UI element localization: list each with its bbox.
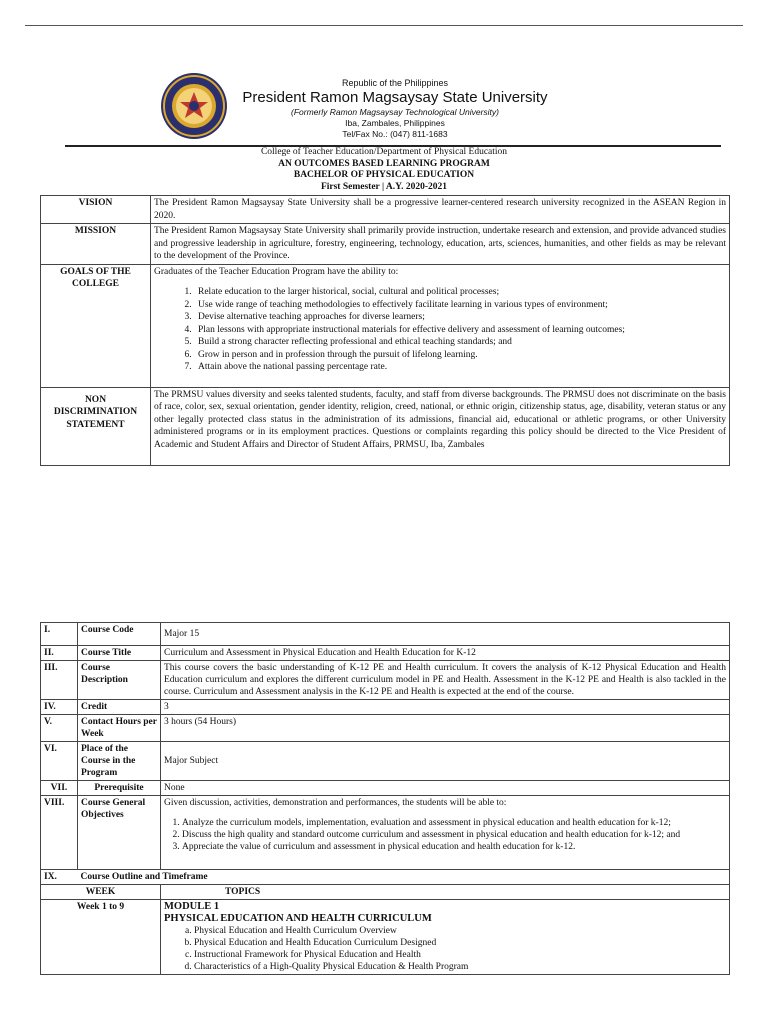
list-item: 3. Appreciate the value of curriculum and assessment in physical education and health education for k-12. <box>182 841 726 853</box>
vision-text: The President Ramon Magsaysay State University shall be a progressive learner-centered research university recognized in the ASEAN Region in 2020. <box>151 196 730 224</box>
nondiscrimination-text: The PRMSU values diversity and seeks talented students, faculty, and staff from diverse backgrounds. The PRMSU does not discriminate on the basis of race, color, sex, sexual orientation, gender identity, religion, creed, national, or ethnic origin, citizenship status, age, disability, veteran status or any other legally protected class status in the administration of its admissions, financial aid, educational or athletic programs, or other University administered programs or in its employment practices. Questions or complaints regarding this policy should be directed to the Vice President of Academic and Student Affairs and Director of Student Affairs, PRMSU, Iba, Zambales <box>151 387 730 466</box>
table-row <box>41 715 730 742</box>
objectives-list <box>164 817 726 853</box>
list-item: 5. Build a strong character reflecting professional and ethical teaching standards; and <box>194 336 726 349</box>
list-item: 7. Attain above the national passing percentage rate. <box>194 361 726 374</box>
course-description-num: III. <box>41 661 78 700</box>
prerequisite-num: VII. <box>41 781 78 796</box>
top-rule <box>25 25 743 26</box>
list-item: 3. Devise alternative teaching approaches for diverse learners; <box>194 311 726 324</box>
list-item: d. Characteristics of a High-Quality Physical Education & Health Program <box>194 961 726 973</box>
nondiscrimination-label: NON DISCRIMINATION STATEMENT <box>41 387 151 466</box>
credit-value: 3 <box>161 700 730 715</box>
goals-row <box>41 264 730 387</box>
table-row <box>41 885 730 900</box>
address: Iba, Zambales, Philippines <box>345 118 445 128</box>
vision-label: VISION <box>41 196 151 224</box>
credit-label: Credit <box>78 700 161 715</box>
outline-num: IX. <box>41 870 78 885</box>
degree-title: BACHELOR OF PHYSICAL EDUCATION <box>293 170 475 180</box>
goals-label: GOALS OF THE COLLEGE <box>41 264 151 387</box>
list-item: 2. Discuss the high quality and standard outcome curriculum and assessment in physical education and health education for k-12; and <box>182 829 726 841</box>
vision-mission-table <box>40 195 730 466</box>
former-name: (Formerly Ramon Magsaysay Technological University) <box>290 107 499 117</box>
list-item: c. Instructional Framework for Physical Education and Health <box>194 949 726 961</box>
table-row <box>41 661 730 700</box>
course-code-value: Major 15 <box>161 623 730 646</box>
goals-list <box>154 286 726 374</box>
table-row <box>41 623 730 646</box>
table-row <box>41 900 730 975</box>
list-item: 4. Plan lessons with appropriate instructional materials for effective delivery and assessment of learning outcomes; <box>194 324 726 337</box>
course-description-label: Course Description <box>78 661 161 700</box>
goals-intro: Graduates of the Teacher Education Program have the ability to: <box>154 266 399 277</box>
outline-label: Course Outline and Timeframe <box>78 870 730 885</box>
objectives-label: Course General Objectives <box>78 796 161 870</box>
program-title: AN OUTCOMES BASED LEARNING PROGRAM <box>278 158 490 169</box>
list-item: 6. Grow in person and in profession through the pursuit of lifelong learning. <box>194 349 726 362</box>
table-row <box>41 870 730 885</box>
topics-list <box>164 925 726 973</box>
place-value: Major Subject <box>161 742 730 781</box>
topics-header: TOPICS <box>161 885 730 900</box>
list-item: a. Physical Education and Health Curriculum Overview <box>194 925 726 937</box>
prerequisite-label: Prerequisite <box>78 781 161 796</box>
nondiscrimination-row <box>41 387 730 466</box>
course-title-value: Curriculum and Assessment in Physical Education and Health Education for K-12 <box>161 646 730 661</box>
list-item: 1. Analyze the curriculum models, implementation, evaluation and assessment in physical education and health education for k-12; <box>182 817 726 829</box>
list-item: 1. Relate education to the larger historical, social, cultural and political processes; <box>194 286 726 299</box>
week-value: Week 1 to 9 <box>41 900 161 975</box>
table-row <box>41 781 730 796</box>
table-row <box>41 646 730 661</box>
course-title-label: Course Title <box>78 646 161 661</box>
list-item: b. Physical Education and Health Education Curriculum Designed <box>194 937 726 949</box>
table-row <box>41 742 730 781</box>
table-row <box>41 796 730 870</box>
university-name: President Ramon Magsaysay State University <box>242 89 548 106</box>
contact-hours-value: 3 hours (54 Hours) <box>161 715 730 742</box>
module-title: PHYSICAL EDUCATION AND HEALTH CURRICULUM <box>164 913 432 924</box>
letterhead <box>0 72 768 146</box>
vision-row <box>41 196 730 224</box>
mission-label: MISSION <box>41 224 151 265</box>
prerequisite-value: None <box>161 781 730 796</box>
place-num: VI. <box>41 742 78 781</box>
objectives-intro: Given discussion, activities, demonstration and performances, the students will be able to: <box>164 798 507 808</box>
module-number: MODULE 1 <box>164 901 220 912</box>
mission-row <box>41 224 730 265</box>
telephone: Tel/Fax No.: (047) 811-1683 <box>342 129 448 139</box>
program-heading <box>0 147 768 193</box>
table-row <box>41 700 730 715</box>
week-header: WEEK <box>41 885 161 900</box>
course-title-num: II. <box>41 646 78 661</box>
course-description-value: This course covers the basic understanding of K-12 PE and Health curriculum. It covers the analysis of K-12 Physical Education and Health Education curriculum and explores the different curriculum model in PE and Health. Assessment in the K-12 PE and Health is also tackled in the course. Curriculum and Assessment analysis in the K-12 PE and Health is expected at the end of the course. <box>161 661 730 700</box>
college-name: College of Teacher Education/Department of Physical Education <box>260 147 508 157</box>
course-code-num: I. <box>41 623 78 646</box>
credit-num: IV. <box>41 700 78 715</box>
contact-hours-label: Contact Hours per Week <box>78 715 161 742</box>
semester: First Semester | A.Y. 2020-2021 <box>320 181 448 192</box>
list-item: 2. Use wide range of teaching methodologies to effectively facilitate learning in various types of environment; <box>194 299 726 312</box>
place-label: Place of the Course in the Program <box>78 742 161 781</box>
contact-hours-num: V. <box>41 715 78 742</box>
mission-text: The President Ramon Magsaysay State University shall primarily provide instruction, undertake research and extension, and provide advanced studies and progressive leadership in agriculture, forestry, engineering, technology, education, arts, sciences, humanities, and other fields as may be relevant to the development of the Province. <box>151 224 730 265</box>
objectives-num: VIII. <box>41 796 78 870</box>
course-info-table <box>40 622 730 975</box>
course-code-label: Course Code <box>78 623 161 646</box>
republic-line: Republic of the Philippines <box>341 78 449 88</box>
